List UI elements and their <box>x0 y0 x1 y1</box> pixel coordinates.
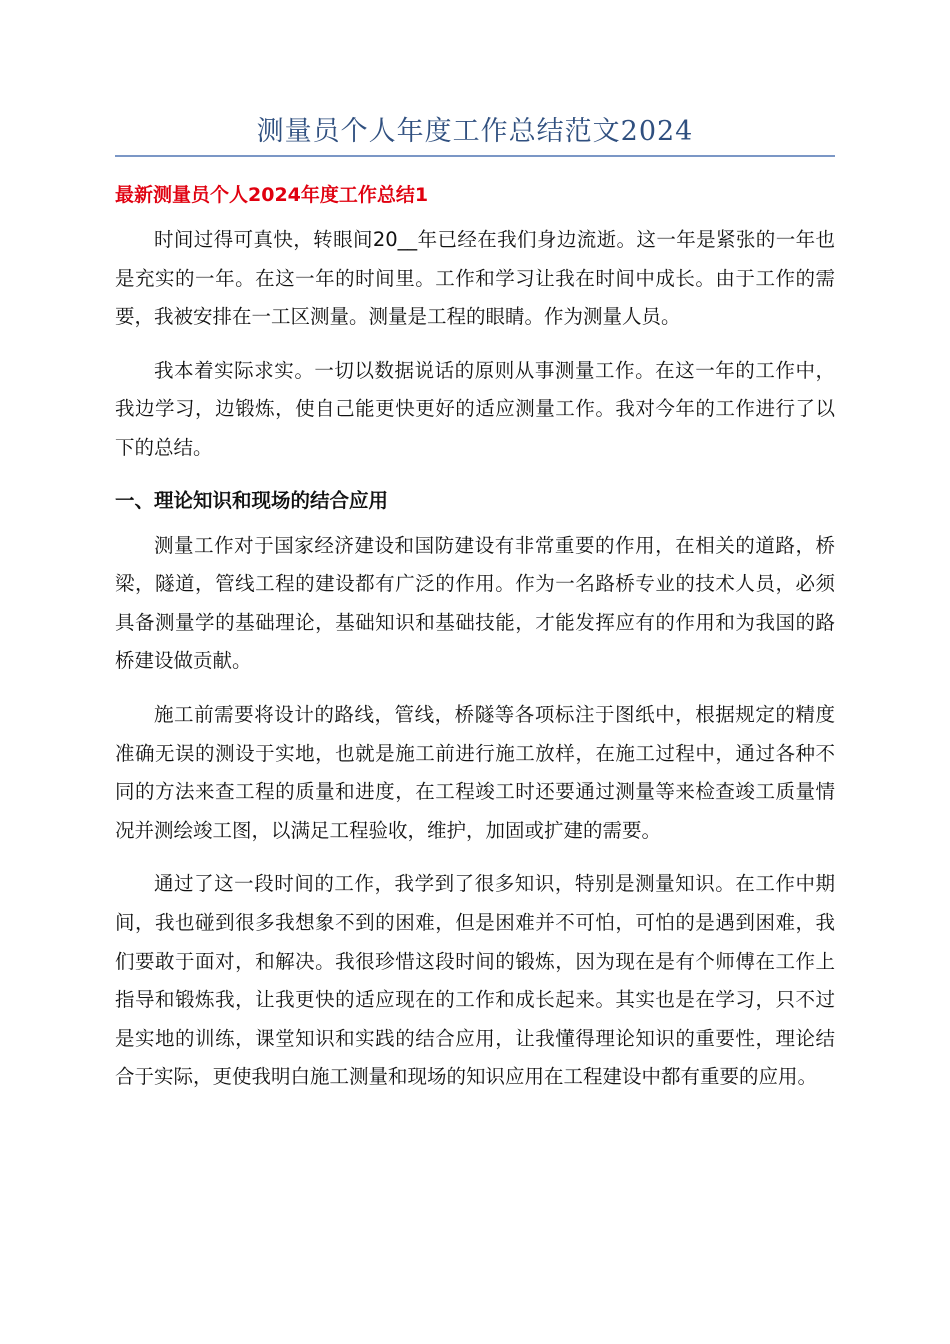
document-title: 测量员个人年度工作总结范文2024 <box>256 116 694 147</box>
document-subtitle: 最新测量员个人2024年度工作总结1 <box>115 184 429 206</box>
section-heading-theory-practice: 一、理论知识和现场的结合应用 <box>115 488 389 512</box>
title-underline <box>115 155 835 157</box>
paragraph-importance: 测量工作对于国家经济建设和国防建设有非常重要的作用，在相关的道路，桥梁，隧道，管线工程的建设都有广泛的作用。作为一名路桥专业的技术人员，必须具备测量学的基础理论，基础知识和基础技能，才能发挥应有的作用和为我国的路桥建设做贡献。 <box>115 533 835 673</box>
paragraph-intro: 时间过得可真快，转眼间20__年已经在我们身边流逝。这一年是紧张的一年也是充实的一年。在这一年的时间里。工作和学习让我在时间中成长。由于工作的需要，我被安排在一工区测量。测量是工程的眼睛。作为测量人员。 <box>115 228 835 329</box>
paragraph-learning: 通过了这一段时间的工作，我学到了很多知识，特别是测量知识。在工作中期间，我也碰到很多我想象不到的困难，但是困难并不可怕，可怕的是遇到困难，我们要敢于面对，和解决。我很珍惜这段时间的锻炼，因为现在是有个师傅在工作上指导和锻炼我，让我更快的适应现在的工作和成长起来。其实也是在学习，只不过是实地的训练，课堂知识和实践的结合应用，让我懂得理论知识的重要性，理论结合于实际，更使我明白施工测量和现场的知识应用在工程建设中都有重要的应用。 <box>115 872 835 1089</box>
paragraph-construction-survey: 施工前需要将设计的路线，管线，桥隧等各项标注于图纸中，根据规定的精度准确无误的测设于实地，也就是施工前进行施工放样，在施工过程中，通过各种不同的方法来查工程的质量和进度，在工程竣工时还要通过测量等来检查竣工质量情况并测绘竣工图，以满足工程验收，维护，加固或扩建的需要。 <box>115 702 835 842</box>
document-body <box>115 172 835 1097</box>
paragraph-principle: 我本着实际求实。一切以数据说话的原则从事测量工作。在这一年的工作中，我边学习，边锻炼，使自己能更快更好的适应测量工作。我对今年的工作进行了以下的总结。 <box>115 358 835 459</box>
